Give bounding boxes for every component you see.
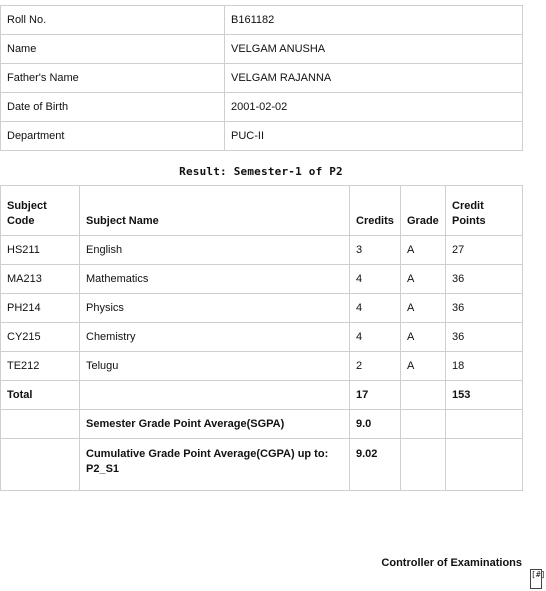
total-credits: 17 (350, 381, 401, 410)
header-grade: Grade (401, 186, 446, 236)
sgpa-label: Semester Grade Point Average(SGPA) (80, 410, 350, 439)
subject-credits: 3 (350, 236, 401, 265)
department-label: Department (1, 122, 225, 151)
father-value: VELGAM RAJANNA (225, 64, 523, 93)
subject-points: 27 (446, 236, 523, 265)
header-credits: Credits (350, 186, 401, 236)
cgpa-value: 9.02 (350, 439, 401, 491)
student-row-name (1, 35, 523, 64)
student-row-father (1, 64, 523, 93)
table-row (1, 323, 523, 352)
dob-label: Date of Birth (1, 93, 225, 122)
student-info-table (0, 5, 523, 151)
subject-credits: 4 (350, 294, 401, 323)
subject-grade: A (401, 352, 446, 381)
total-row (1, 381, 523, 410)
controller-signature: Controller of Examinations (381, 557, 522, 569)
header-subject-code: Subject Code (1, 186, 80, 236)
subject-name: Mathematics (80, 265, 350, 294)
subject-grade: A (401, 265, 446, 294)
cgpa-row (1, 439, 523, 491)
cgpa-empty (1, 439, 80, 491)
student-row-dob (1, 93, 523, 122)
sgpa-row (1, 410, 523, 439)
department-value: PUC-II (225, 122, 523, 151)
sgpa-points-empty (446, 410, 523, 439)
name-label: Name (1, 35, 225, 64)
subject-credits: 4 (350, 265, 401, 294)
subject-points: 36 (446, 294, 523, 323)
cgpa-points-empty (446, 439, 523, 491)
total-points: 153 (446, 381, 523, 410)
subject-code: TE212 (1, 352, 80, 381)
table-row (1, 265, 523, 294)
subject-points: 36 (446, 265, 523, 294)
subject-code: HS211 (1, 236, 80, 265)
subject-points: 36 (446, 323, 523, 352)
cgpa-label: Cumulative Grade Point Average(CGPA) up to: P2_S1 (80, 439, 350, 491)
table-row (1, 236, 523, 265)
subject-code: PH214 (1, 294, 80, 323)
student-row-department (1, 122, 523, 151)
table-row (1, 294, 523, 323)
header-credit-points: Credit Points (446, 186, 523, 236)
sgpa-grade-empty (401, 410, 446, 439)
subject-name: Telugu (80, 352, 350, 381)
sgpa-empty (1, 410, 80, 439)
subject-grade: A (401, 323, 446, 352)
result-title: Result: Semester-1 of P2 (179, 165, 343, 178)
result-header-row (1, 186, 523, 236)
subject-credits: 4 (350, 323, 401, 352)
subject-credits: 2 (350, 352, 401, 381)
sgpa-value: 9.0 (350, 410, 401, 439)
table-row (1, 352, 523, 381)
result-table (0, 185, 523, 491)
subject-points: 18 (446, 352, 523, 381)
subject-grade: A (401, 236, 446, 265)
subject-name: Chemistry (80, 323, 350, 352)
dob-value: 2001-02-02 (225, 93, 523, 122)
subject-grade: A (401, 294, 446, 323)
corner-mark-icon: [#] (530, 569, 542, 589)
total-label: Total (1, 381, 80, 410)
roll-value: B161182 (225, 6, 523, 35)
total-empty (80, 381, 350, 410)
name-value: VELGAM ANUSHA (225, 35, 523, 64)
subject-code: CY215 (1, 323, 80, 352)
cgpa-grade-empty (401, 439, 446, 491)
total-grade-empty (401, 381, 446, 410)
subject-name: English (80, 236, 350, 265)
subject-code: MA213 (1, 265, 80, 294)
subject-name: Physics (80, 294, 350, 323)
header-subject-name: Subject Name (80, 186, 350, 236)
roll-label: Roll No. (1, 6, 225, 35)
father-label: Father's Name (1, 64, 225, 93)
student-row-roll (1, 6, 523, 35)
